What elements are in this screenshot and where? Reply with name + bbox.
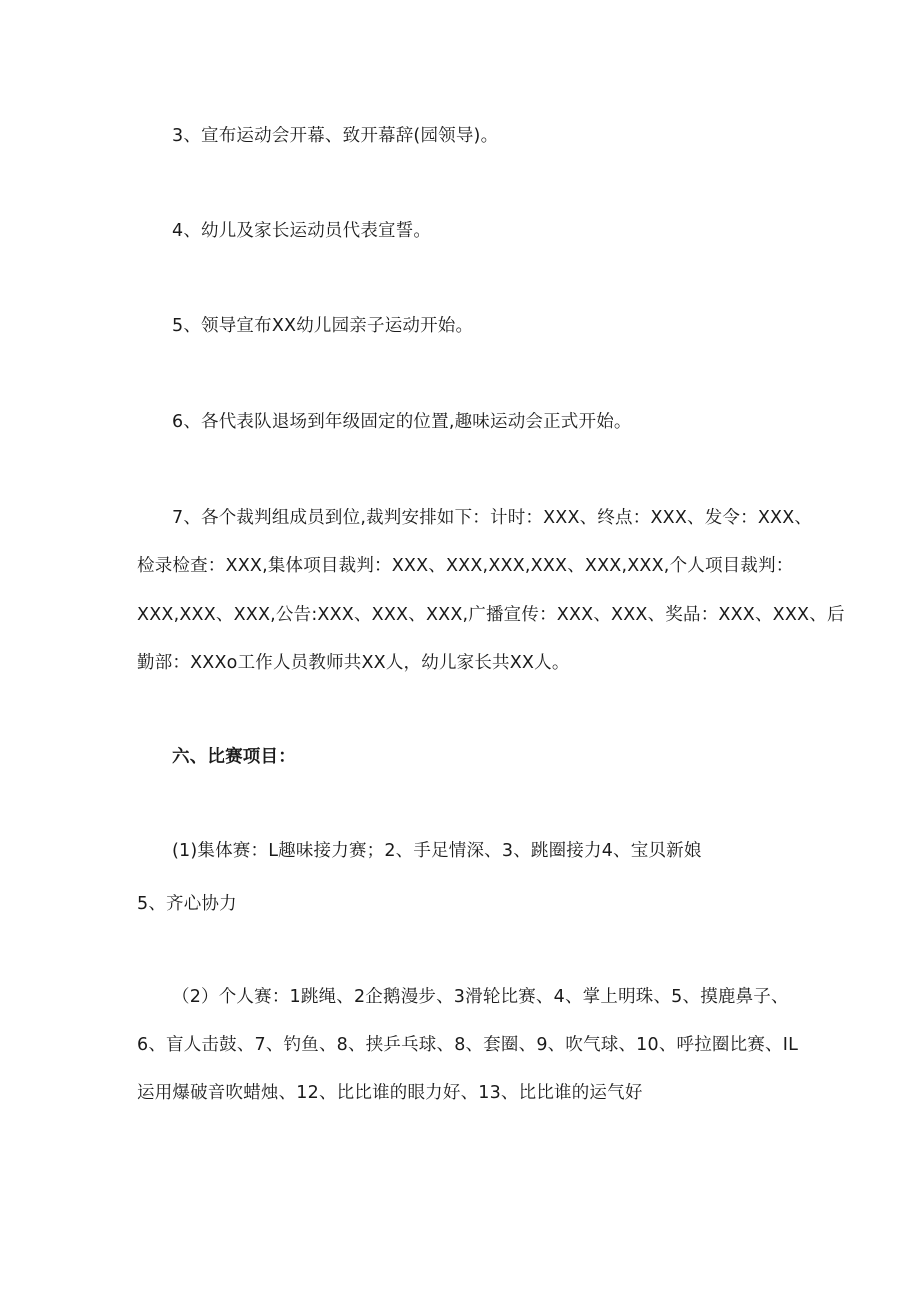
step-7-line-3: XXX,XXX、XXX,公告:XXX、XXX、XXX,广播宣传：XXX、XXX、奖品：XXX、XXX、后 bbox=[137, 605, 845, 625]
step-7-line-4: 勤部：XXXo工作人员教师共XX人，幼儿家长共XX人。 bbox=[137, 653, 570, 673]
step-7-line-1: 7、各个裁判组成员到位,裁判安排如下：计时：XXX、终点：XXX、发令：XXX、 bbox=[172, 508, 813, 528]
group-events-line-1: (1)集体赛：L趣味接力赛；2、手足情深、3、跳圈接力4、宝贝新娘 bbox=[172, 841, 702, 861]
step-4-text: 4、幼儿及家长运动员代表宣誓。 bbox=[172, 221, 432, 241]
individual-events-line-3: 运用爆破音吹蜡烛、12、比比谁的眼力好、13、比比谁的运气好 bbox=[137, 1083, 643, 1103]
section-6-heading: 六、比赛项目： bbox=[172, 747, 296, 767]
group-events-line-2: 5、齐心协力 bbox=[137, 894, 237, 914]
individual-events-line-2: 6、盲人击鼓、7、钓鱼、8、挟乒乓球、8、套圈、9、吹气球、10、呼拉圈比赛、IL bbox=[137, 1035, 799, 1055]
individual-events-line-1: （2）个人赛：1跳绳、2企鹅漫步、3滑轮比赛、4、掌上明珠、5、摸鹿鼻子、 bbox=[172, 987, 789, 1007]
step-7-line-2: 检录检查：XXX,集体项目裁判：XXX、XXX,XXX,XXX、XXX,XXX,个人项目裁判： bbox=[137, 556, 794, 576]
step-3-text: 3、宣布运动会开幕、致开幕辞(园领导)。 bbox=[172, 126, 499, 146]
step-5-text: 5、领导宣布XX幼儿园亲子运动开始。 bbox=[172, 316, 474, 336]
step-6-text: 6、各代表队退场到年级固定的位置,趣味运动会正式开始。 bbox=[172, 412, 632, 432]
